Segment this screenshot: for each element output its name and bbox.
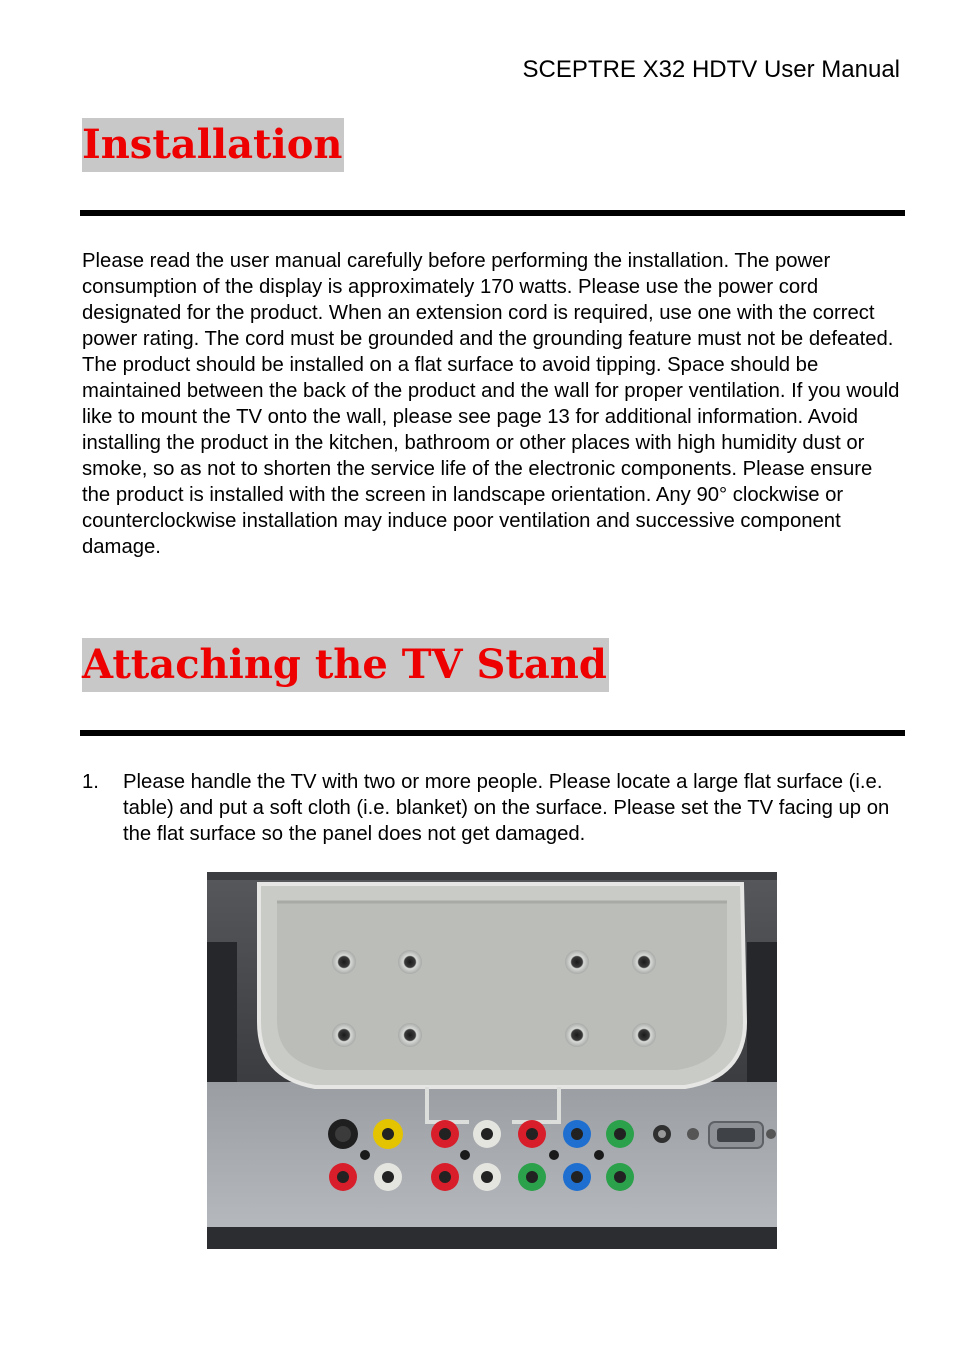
- installation-heading: Installation: [82, 118, 344, 172]
- step-text: Please handle the TV with two or more people. Please locate a large flat surface (i.e. table) and put a soft cloth (i.e. blanket) on the surface. Please set the TV facing up on the flat surface so the panel does not get damaged.: [123, 771, 890, 845]
- section-divider: [80, 210, 905, 216]
- tv-back-illustration: [207, 872, 777, 1249]
- attaching-stand-heading: Attaching the TV Stand: [82, 638, 609, 692]
- installation-paragraph: Please read the user manual carefully before performing the installation. The power consumption of the display is approximately 170 watts. Please use the power cord designated for the product. When an extension cord is required, use one with the correct power rating. The cord must be grounded and the grounding feature must not be defeated. The product should be installed on a flat surface to avoid tipping. Space should be maintained between the back of the product and the wall for proper ventilation. If you would like to mount the TV onto the wall, please see page 13 for additional information. Avoid installing the product in the kitchen, bathroom or other places with high humidity dust or smoke, so as not to shorten the service life of the electronic components. Please ensure the product is installed with the screen in landscape orientation. Any 90° clockwise or counterclockwise installation may induce poor ventilation and successive component damage.: [82, 250, 900, 558]
- section-divider: [80, 730, 905, 736]
- tv-back-photo: [207, 872, 777, 1249]
- running-header: SCEPTRE X32 HDTV User Manual: [522, 56, 900, 83]
- step-number: 1.: [82, 771, 99, 793]
